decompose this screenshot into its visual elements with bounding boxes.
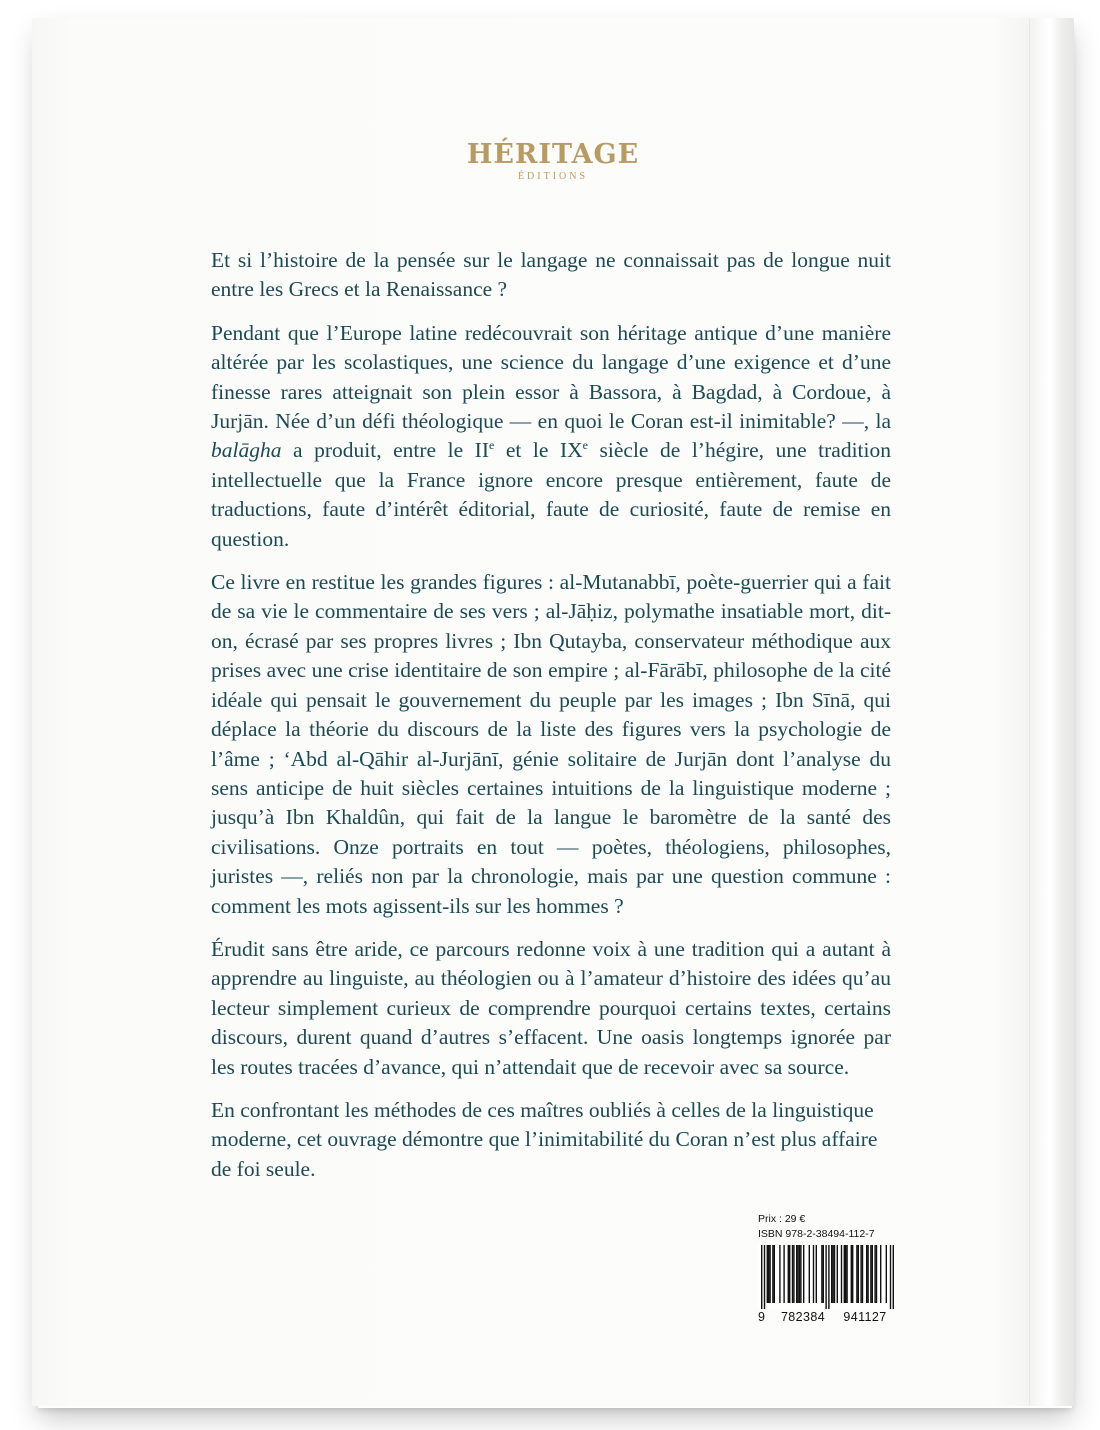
barcode-bar <box>837 1245 838 1303</box>
publisher-subtitle: ÉDITIONS <box>517 171 589 182</box>
barcode-bar <box>886 1245 887 1303</box>
blurb-paragraph-5: En confrontant les méthodes de ces maîtres oubliés à celles de la linguistique moderne, cet ouvrage démontre que l’inimitabilité du Coran n’est plus affaire de foi seule. <box>211 1097 878 1181</box>
barcode-block <box>758 1212 894 1325</box>
book-back-cover <box>32 18 1074 1406</box>
barcode-bar <box>799 1245 800 1303</box>
barcode-digits-right: 941127 <box>843 1310 887 1324</box>
barcode-bar <box>846 1245 847 1303</box>
barcode-bar <box>860 1245 861 1303</box>
barcode-bar <box>841 1245 842 1303</box>
barcode-bar <box>816 1245 817 1303</box>
superscript: e <box>582 438 588 453</box>
barcode-bars <box>758 1245 894 1309</box>
barcode-bar <box>783 1245 784 1303</box>
barcode-bar <box>893 1245 894 1309</box>
barcode-bar <box>890 1245 891 1309</box>
blurb-paragraph-2 <box>211 319 891 554</box>
barcode-bar <box>779 1245 780 1303</box>
barcode-bar <box>769 1245 770 1303</box>
isbn-label: ISBN 978-2-38494-112-7 <box>758 1228 875 1240</box>
barcode-bar <box>866 1245 867 1303</box>
barcode-bar <box>793 1245 794 1303</box>
blurb-paragraph-1: Et si l’histoire de la pensée sur le langage ne connaissait pas de longue nuit entre les Grecs et la Renaissance ? <box>211 248 891 302</box>
barcode-bar <box>828 1245 829 1309</box>
blurb-text <box>211 246 891 1198</box>
barcode-bar <box>872 1245 873 1303</box>
publisher-name: HÉRITAGE <box>466 139 640 170</box>
barcode-bar <box>856 1245 857 1303</box>
barcode-bar <box>803 1245 804 1303</box>
barcode-bar <box>789 1245 790 1303</box>
barcode-bar <box>844 1245 845 1303</box>
barcode-bar <box>767 1245 768 1303</box>
barcode-bar <box>796 1245 797 1303</box>
barcode-bar <box>862 1245 863 1303</box>
barcode-bar <box>831 1245 832 1303</box>
barcode-bar <box>834 1245 835 1303</box>
barcode-bar <box>832 1245 833 1303</box>
barcode-bar <box>761 1245 762 1309</box>
barcode-bar <box>852 1245 853 1303</box>
barcode-bar <box>764 1245 765 1309</box>
blurb-text-run: a produit, entre le II <box>281 438 489 463</box>
barcode-bar <box>821 1245 822 1303</box>
barcode-bar <box>797 1245 798 1303</box>
barcode-digits <box>758 1310 894 1325</box>
spine-hinge <box>1029 18 1031 1406</box>
barcode-digits-left: 782384 <box>780 1310 826 1324</box>
blurb-text-run: et le IX <box>494 438 583 463</box>
barcode-bar <box>880 1245 881 1303</box>
barcode-bar <box>874 1245 875 1303</box>
barcode-bar <box>851 1245 852 1303</box>
blurb-text-run: siècle de l’hégire, une tradition intellectuelle que la France ignore encore presque entièrement, faute de traductions, faute d’intérêt éditorial, faute de curiosité, faute de remise en question. <box>211 438 892 551</box>
barcode-bar <box>809 1245 810 1303</box>
blurb-italic-term: balāgha <box>211 438 282 463</box>
barcode-bar <box>772 1245 773 1303</box>
barcode-bar <box>823 1245 824 1303</box>
barcode-bar <box>768 1245 769 1303</box>
blurb-text-run: Pendant que l’Europe latine redécouvrait son héritage antique d’une manière altérée par les scolastiques, une science du langage d’une exigence et d’une finesse rares atteignait son plein essor à Bassora, à Bagdad, à Cordoue, à Jurjān. Née d’un défi théologique — en quoi le Coran est-il inimitable? —, la <box>211 320 891 434</box>
barcode-bar <box>867 1245 868 1303</box>
price-label: Prix : 29 € <box>758 1213 806 1225</box>
barcode-bar <box>813 1245 814 1303</box>
barcode-bar <box>800 1245 801 1303</box>
barcode-bar <box>876 1245 877 1303</box>
barcode-bar <box>774 1245 775 1303</box>
barcode-digit-first: 9 <box>758 1310 765 1324</box>
barcode-bar <box>870 1245 871 1303</box>
superscript: e <box>489 438 495 453</box>
blurb-paragraph-4: Érudit sans être aride, ce parcours redonne voix à une tradition qui a autant à apprendre au linguiste, au théologien ou à l’amateur d’histoire des idées qu’au lecteur simplement curieux de comprendre pourquoi certains textes, certains discours, durent quand d’autres s’effacent. Une oasis longtemps ignorée par les routes tracées d’avance, qui n’attendait que de recevoir avec sa source. <box>211 936 891 1079</box>
publisher-logo <box>32 140 1074 183</box>
barcode-bar <box>792 1245 793 1303</box>
barcode-bar <box>858 1245 859 1303</box>
blurb-paragraph-3: Ce livre en restitue les grandes figures : al-Mutanabbī, poète-guerrier qui a fait de sa vie le commentaire de ses vers ; al-Jāḥiz, polymathe insatiable mort, dit-on, écrasé par ses propres livres ; Ibn Qutayba, conservateur méthodique aux prises avec une crise identitaire de son empire ; al-Fārābī, philosophe de la cité idéale qui pensait le gouvernement du peuple par les images ; Ibn Sīnā, qui déplace la théorie du discours de la liste des figures vers la psychologie de l’âme ; ‘Abd al-Qāhir al-Jurjānī, génie solitaire de Jurjān dont l’analyse du sens anticipe de huit siècles certaines intuitions de la linguistique moderne ; jusqu’à Ibn Khaldûn, qui fait de la langue le baromètre de la santé des civilisations. Onze portraits en tout — poètes, théologiens, philosophes, juristes —, reliés non par la chronologie, mais par une question commune : comment les mots agissent-ils sur les hommes ? <box>211 570 891 918</box>
barcode-bar <box>788 1245 789 1303</box>
barcode-bar <box>825 1245 826 1309</box>
barcode-bar <box>845 1245 846 1303</box>
